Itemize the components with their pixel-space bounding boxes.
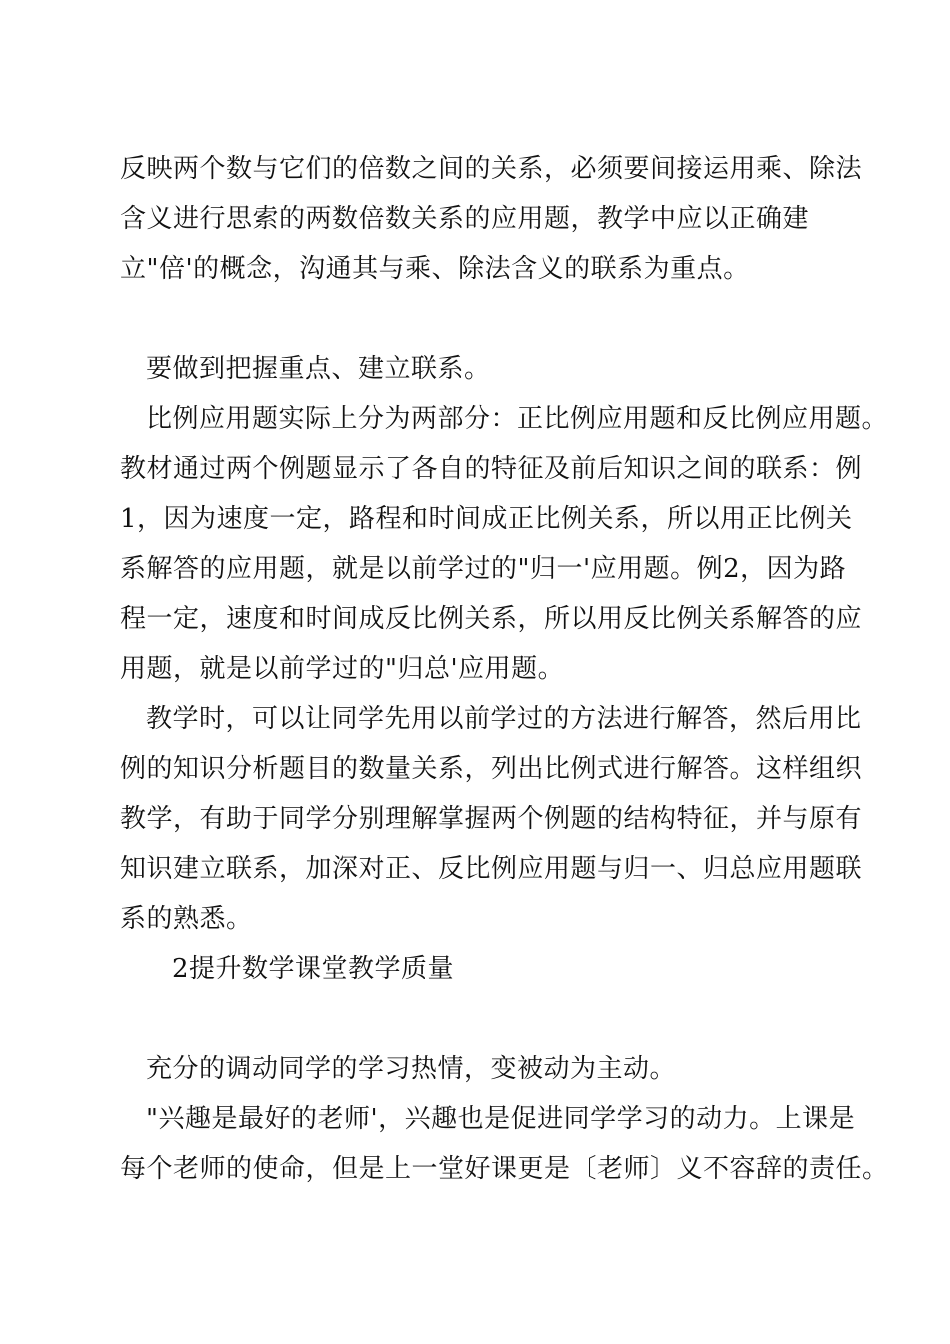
text-line: 教材通过两个例题显示了各自的特征及前后知识之间的联系：例	[120, 454, 863, 484]
text-line: 教学时，可以让同学先用以前学过的方法进行解答，然后用比	[146, 704, 862, 734]
text-line: 例的知识分析题目的数量关系，列出比例式进行解答。这样组织	[120, 754, 863, 784]
text-line: 知识建立联系，加深对正、反比例应用题与归一、归总应用题联	[120, 854, 863, 884]
section-heading: 2提升数学课堂教学质量	[172, 954, 455, 984]
text-line: 教学，有助于同学分别理解掌握两个例题的结构特征，并与原有	[120, 804, 863, 834]
text-line: 系解答的应用题，就是以前学过的"归一'应用题。例2，因为路	[120, 554, 847, 584]
text-line: 反映两个数与它们的倍数之间的关系，必须要间接运用乘、除法	[120, 154, 863, 184]
text-line: 每个老师的使命，但是上一堂好课更是〔老师〕义不容辞的责任。	[120, 1154, 889, 1184]
text-line: 充分的调动同学的学习热情，变被动为主动。	[146, 1054, 677, 1084]
text-line: 用题，就是以前学过的"归总'应用题。	[120, 654, 565, 684]
text-line: 立"倍'的概念，沟通其与乘、除法含义的联系为重点。	[120, 254, 750, 284]
text-line: 系的熟悉。	[120, 904, 253, 934]
text-line: "兴趣是最好的老师'，兴趣也是促进同学学习的动力。上课是	[146, 1104, 856, 1134]
text-line: 比例应用题实际上分为两部分：正比例应用题和反比例应用题。	[146, 404, 889, 434]
text-line: 要做到把握重点、建立联系。	[146, 354, 491, 384]
text-line: 程一定，速度和时间成反比例关系，所以用反比例关系解答的应	[120, 604, 863, 634]
text-line: 1，因为速度一定，路程和时间成正比例关系，所以用正比例关	[120, 504, 853, 534]
text-line: 含义进行思索的两数倍数关系的应用题，教学中应以正确建	[120, 204, 810, 234]
